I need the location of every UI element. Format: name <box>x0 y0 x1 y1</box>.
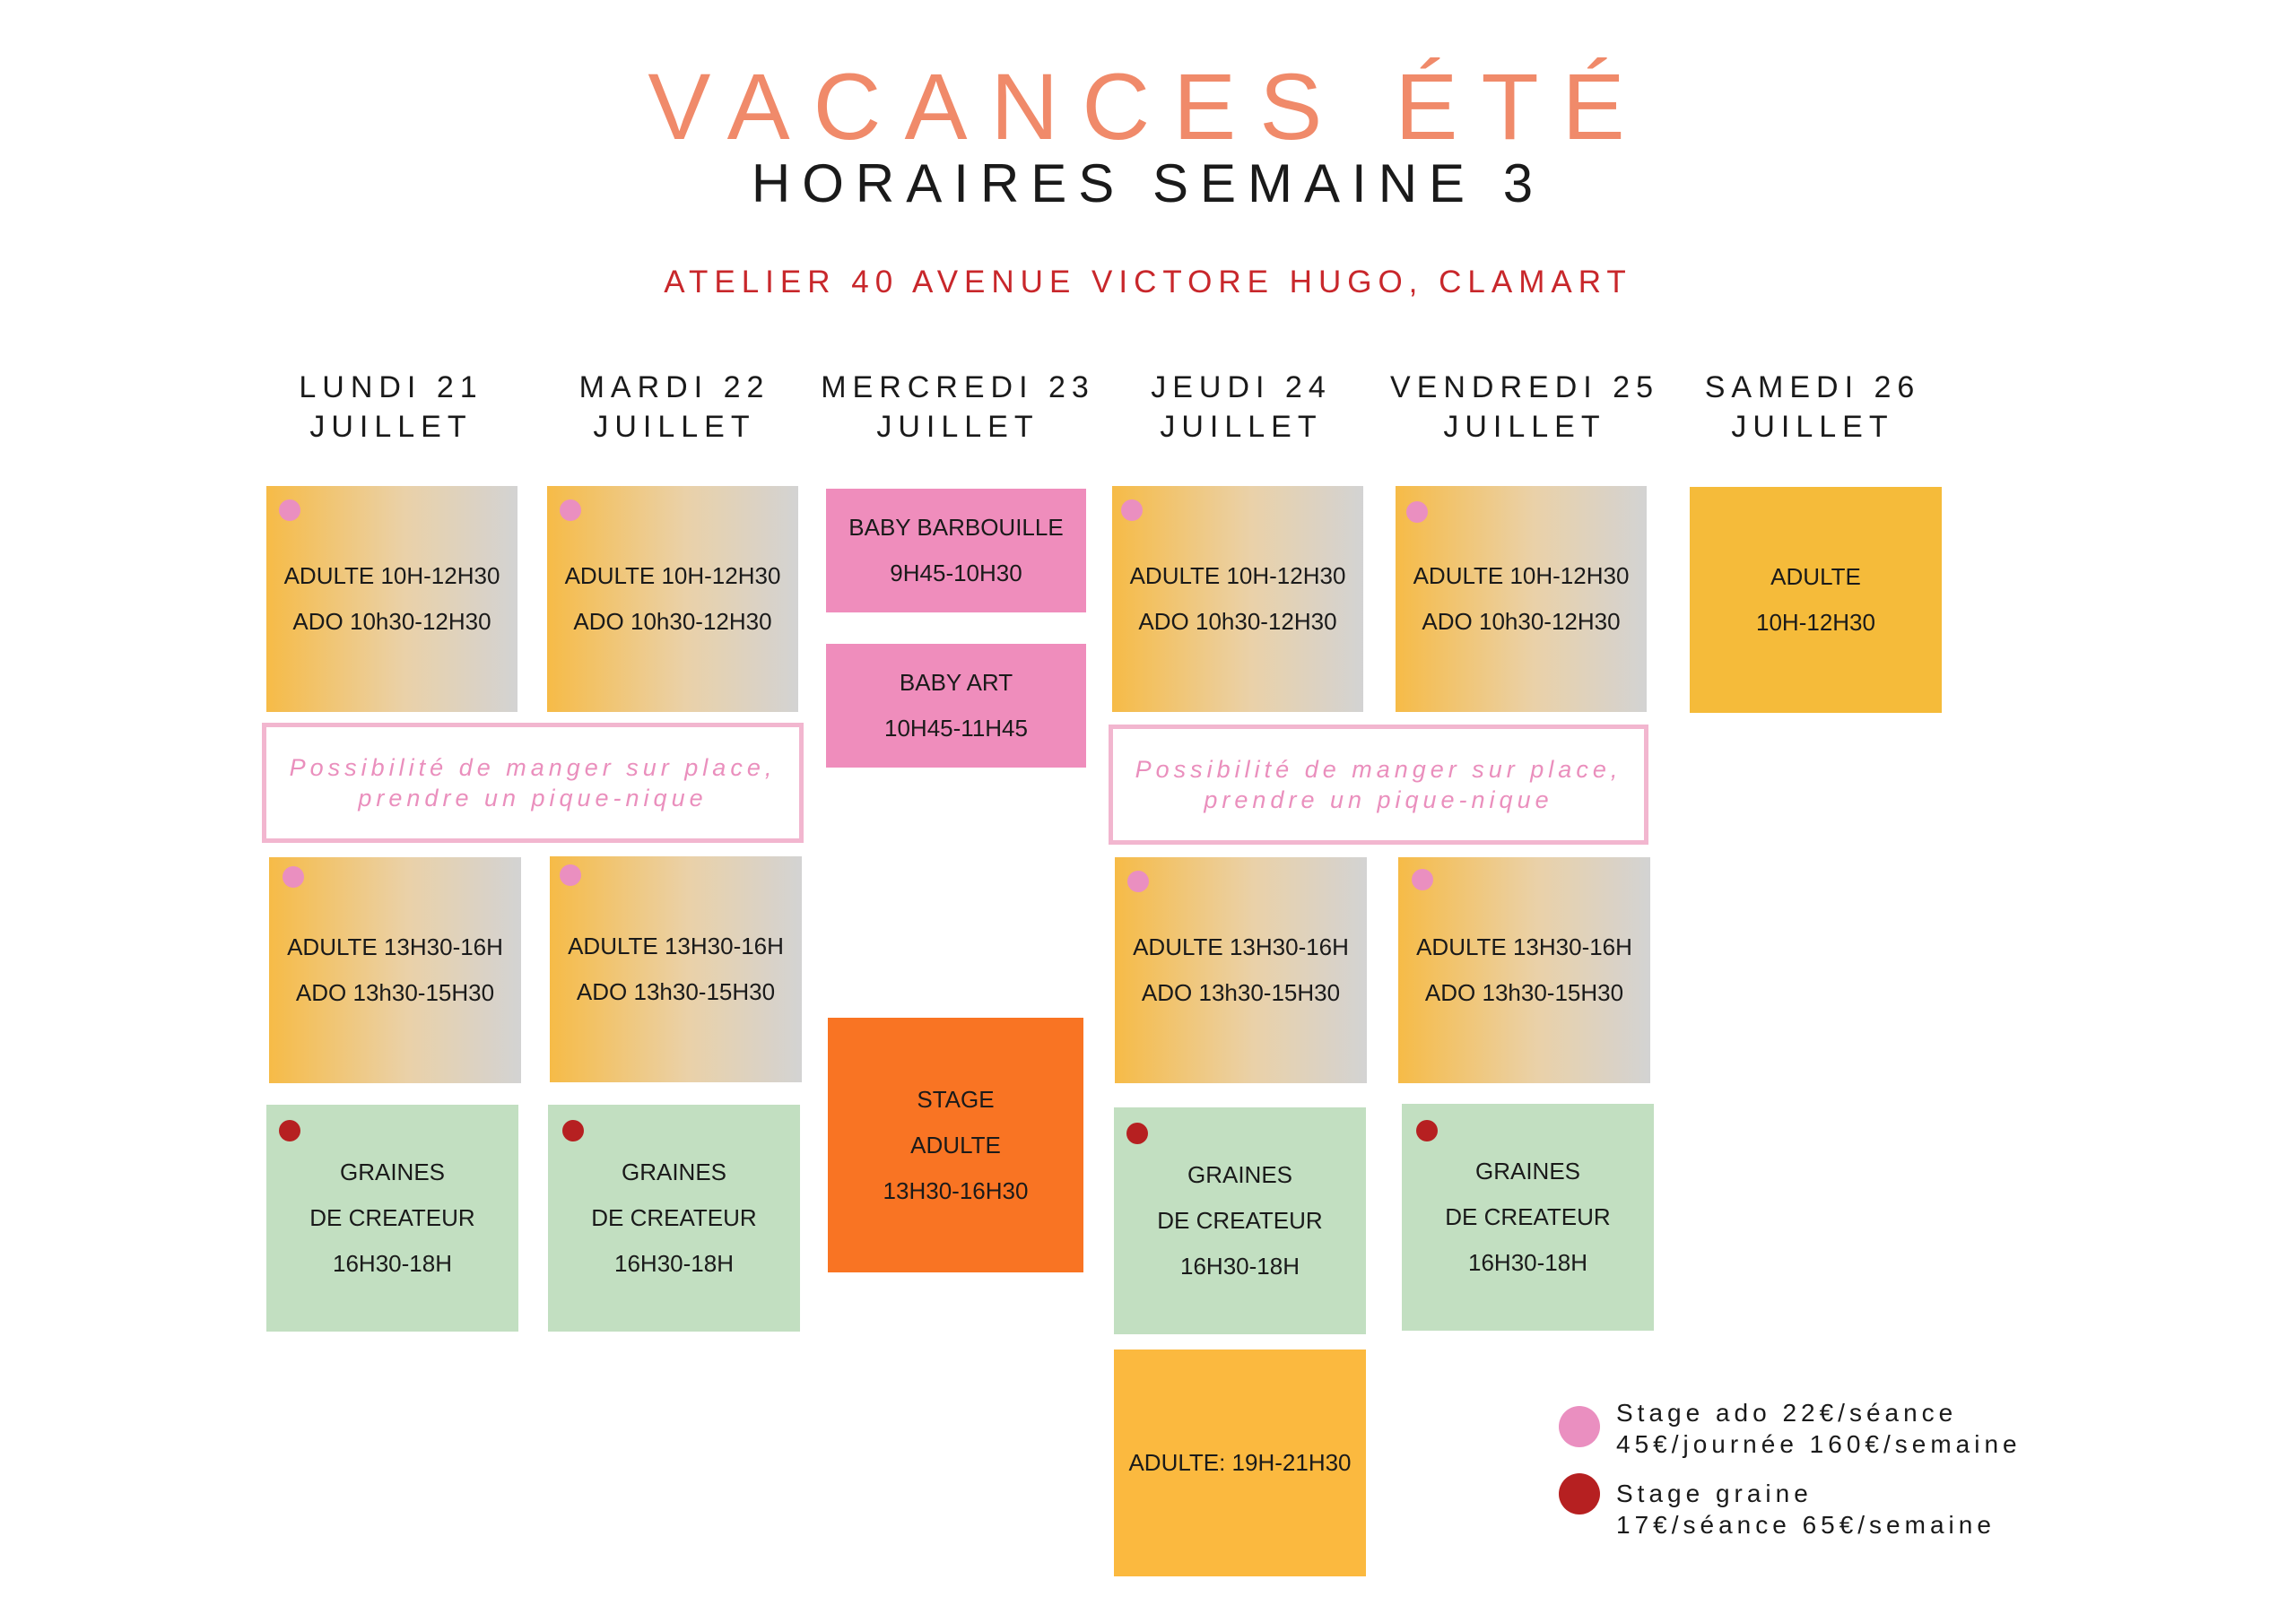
session-label: GRAINES <box>1474 1158 1581 1185</box>
session-time: 9H45-10H30 <box>890 560 1022 586</box>
legend-graine-dot-icon <box>1559 1473 1600 1515</box>
session-label: BABY ART <box>899 669 1013 696</box>
graines-session-jeudi[interactable] <box>1114 1107 1366 1334</box>
ado-dot-icon <box>1406 501 1428 523</box>
ado-dot-icon <box>1121 499 1143 521</box>
morning-session-jeudi[interactable] <box>1112 486 1363 712</box>
adulte-time: ADULTE 13H30-16H <box>287 933 503 960</box>
afternoon-session-jeudi[interactable] <box>1115 857 1367 1083</box>
day-month: JUILLET <box>593 410 756 444</box>
samedi-session[interactable] <box>1690 487 1942 713</box>
samedi-time: 10H-12H30 <box>1756 609 1875 636</box>
legend-graine <box>1616 1478 1996 1541</box>
ado-time: ADO 13h30-15H30 <box>1424 979 1624 1006</box>
address: ATELIER 40 AVENUE VICTORE HUGO, CLAMART <box>664 265 1632 299</box>
ado-time: ADO 10h30-12H30 <box>1138 608 1337 635</box>
afternoon-session-mardi[interactable] <box>550 856 802 1082</box>
jeudi-soir-session[interactable] <box>1114 1350 1366 1576</box>
session-time: 16H30-18H <box>333 1250 452 1277</box>
adulte-time: ADULTE 10H-12H30 <box>1129 562 1346 589</box>
day-month: JUILLET <box>1160 410 1323 444</box>
afternoon-session-lundi[interactable] <box>269 857 521 1083</box>
adulte-time: ADULTE 10H-12H30 <box>564 562 781 589</box>
day-name: JEUDI 24 <box>1151 370 1332 404</box>
lunch-note-jeudi-vendredi <box>1109 725 1648 845</box>
morning-session-mardi[interactable] <box>547 486 798 712</box>
graines-session-vendredi[interactable] <box>1402 1104 1654 1331</box>
note-line: prendre un pique-nique <box>1204 786 1553 813</box>
samedi-label: ADULTE <box>1770 563 1861 590</box>
session-time: 16H30-18H <box>1468 1249 1587 1276</box>
ado-time: ADO 10h30-12H30 <box>1422 608 1621 635</box>
ado-time: ADO 13h30-15H30 <box>1141 979 1341 1006</box>
day-month: JUILLET <box>1731 410 1894 444</box>
morning-session-vendredi[interactable] <box>1396 486 1647 712</box>
page-subtitle: HORAIRES SEMAINE 3 <box>751 153 1545 213</box>
session-time: 13H30-16H30 <box>883 1176 1029 1204</box>
day-header-mardi <box>522 368 827 447</box>
ado-dot-icon <box>560 499 581 521</box>
baby-barbouille-session[interactable] <box>826 489 1086 612</box>
graines-session-lundi[interactable] <box>266 1105 518 1332</box>
legend-line: 17€/séance 65€/semaine <box>1616 1511 1996 1539</box>
day-name: LUNDI 21 <box>299 370 483 404</box>
note-line: Possibilité de manger sur place, <box>1135 756 1622 783</box>
day-header-mercredi <box>805 368 1110 447</box>
day-name: MARDI 22 <box>578 370 770 404</box>
session-label: GRAINES <box>339 1159 446 1185</box>
ado-dot-icon <box>560 864 581 886</box>
stage-adulte-session[interactable] <box>828 1018 1083 1272</box>
session-label: DE CREATEUR <box>309 1204 475 1231</box>
ado-dot-icon <box>1127 871 1149 892</box>
note-line: Possibilité de manger sur place, <box>289 754 777 781</box>
morning-session-lundi[interactable] <box>266 486 517 712</box>
day-month: JUILLET <box>1443 410 1606 444</box>
session-label: DE CREATEUR <box>1445 1203 1611 1230</box>
afternoon-session-vendredi[interactable] <box>1398 857 1650 1083</box>
ado-time: ADO 13h30-15H30 <box>295 979 495 1006</box>
lunch-note-lundi-mardi <box>262 723 804 843</box>
ado-time: ADO 13h30-15H30 <box>576 978 776 1005</box>
adulte-time: ADULTE 13H30-16H <box>568 933 784 959</box>
legend-ado <box>1616 1397 2022 1460</box>
adulte-time: ADULTE 13H30-16H <box>1416 933 1632 960</box>
session-time: 16H30-18H <box>614 1250 734 1277</box>
session-label: BABY BARBOUILLE <box>848 514 1064 541</box>
session-label: ADULTE <box>910 1131 1001 1159</box>
session-label: DE CREATEUR <box>591 1204 757 1231</box>
adulte-time: ADULTE 10H-12H30 <box>283 562 500 589</box>
session-label: DE CREATEUR <box>1157 1207 1323 1234</box>
adulte-time: ADULTE 10H-12H30 <box>1413 562 1630 589</box>
day-month: JUILLET <box>309 410 473 444</box>
session-label: ADULTE: 19H-21H30 <box>1128 1449 1352 1476</box>
ado-dot-icon <box>283 866 304 888</box>
graine-dot-icon <box>1126 1123 1148 1144</box>
day-header-jeudi <box>1089 368 1394 447</box>
day-name: MERCREDI 23 <box>821 370 1095 404</box>
day-header-lundi <box>239 368 544 447</box>
legend-line: Stage graine <box>1616 1480 1813 1507</box>
session-time: 16H30-18H <box>1180 1253 1300 1280</box>
day-name: VENDREDI 25 <box>1390 370 1659 404</box>
adulte-time: ADULTE 13H30-16H <box>1133 933 1349 960</box>
graine-dot-icon <box>562 1120 584 1141</box>
graine-dot-icon <box>279 1120 300 1141</box>
legend-ado-dot-icon <box>1559 1406 1600 1447</box>
graines-session-mardi[interactable] <box>548 1105 800 1332</box>
note-line: prendre un pique-nique <box>358 785 708 812</box>
ado-time: ADO 10h30-12H30 <box>573 608 772 635</box>
baby-art-session[interactable] <box>826 644 1086 768</box>
session-label: STAGE <box>917 1085 995 1113</box>
ado-dot-icon <box>279 499 300 521</box>
page-title: VACANCES ÉTÉ <box>648 55 1648 160</box>
ado-time: ADO 10h30-12H30 <box>292 608 491 635</box>
legend-line: 45€/journée 160€/semaine <box>1616 1430 2022 1458</box>
legend-line: Stage ado 22€/séance <box>1616 1399 1958 1427</box>
day-month: JUILLET <box>876 410 1039 444</box>
session-label: GRAINES <box>1187 1161 1293 1188</box>
day-name: SAMEDI 26 <box>1704 370 1921 404</box>
session-time: 10H45-11H45 <box>884 715 1028 742</box>
ado-dot-icon <box>1412 869 1433 890</box>
graine-dot-icon <box>1416 1120 1438 1141</box>
session-label: GRAINES <box>621 1159 727 1185</box>
day-header-samedi <box>1660 368 1965 447</box>
day-header-vendredi <box>1372 368 1677 447</box>
